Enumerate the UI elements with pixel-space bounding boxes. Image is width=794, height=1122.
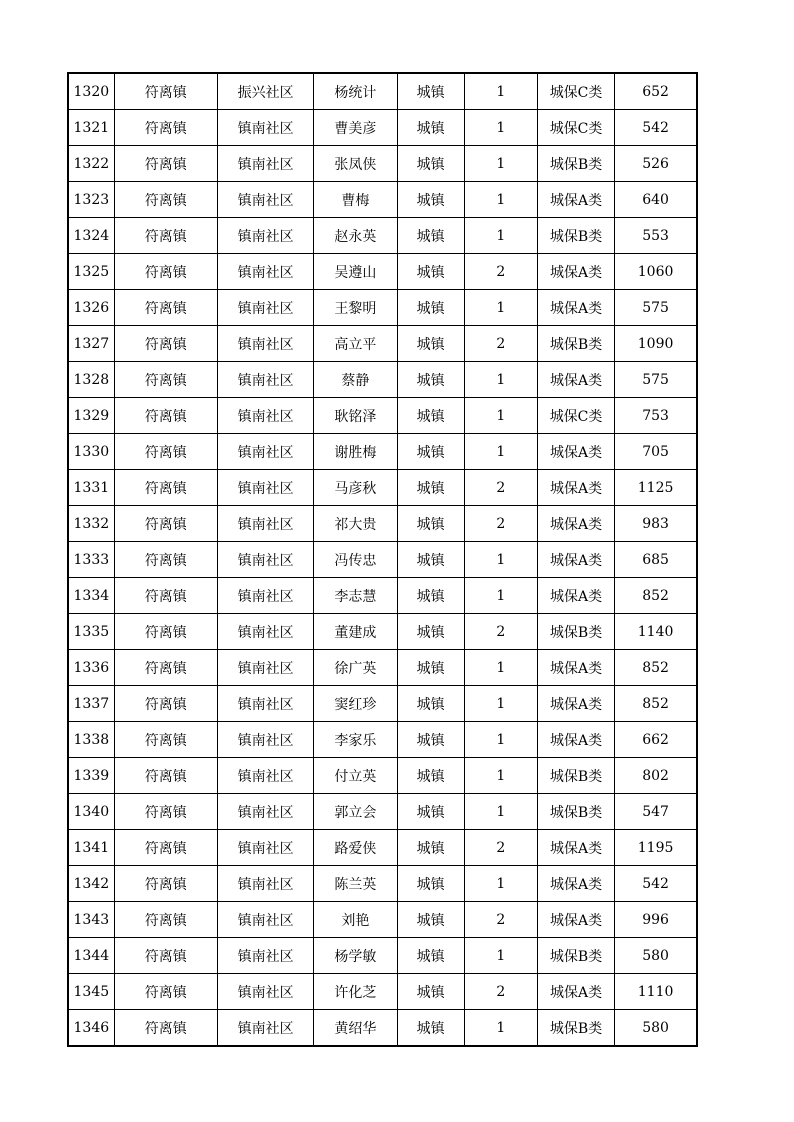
cell-community: 镇南社区: [217, 902, 313, 938]
cell-serial-number: 1333: [68, 542, 114, 578]
cell-town: 符离镇: [114, 938, 217, 974]
cell-community: 镇南社区: [217, 470, 313, 506]
cell-amount: 852: [615, 578, 697, 614]
cell-category: 城保A类: [537, 650, 614, 686]
cell-category: 城保C类: [537, 110, 614, 146]
table-row: [68, 938, 697, 974]
cell-amount: 1090: [615, 326, 697, 362]
cell-household-count: 1: [464, 722, 537, 758]
cell-community: 镇南社区: [217, 506, 313, 542]
cell-community: 镇南社区: [217, 110, 313, 146]
cell-community: 镇南社区: [217, 146, 313, 182]
table-row: [68, 1010, 697, 1047]
cell-amount: 1125: [615, 470, 697, 506]
cell-serial-number: 1345: [68, 974, 114, 1010]
table-row: [68, 614, 697, 650]
cell-category: 城保A类: [537, 686, 614, 722]
table-row: [68, 434, 697, 470]
cell-area-type: 城镇: [397, 290, 464, 326]
table-row: [68, 362, 697, 398]
cell-serial-number: 1339: [68, 758, 114, 794]
cell-town: 符离镇: [114, 254, 217, 290]
cell-community: 镇南社区: [217, 326, 313, 362]
cell-community: 镇南社区: [217, 866, 313, 902]
cell-area-type: 城镇: [397, 470, 464, 506]
cell-category: 城保A类: [537, 254, 614, 290]
cell-name: 董建成: [314, 614, 397, 650]
cell-town: 符离镇: [114, 362, 217, 398]
cell-town: 符离镇: [114, 650, 217, 686]
cell-household-count: 2: [464, 506, 537, 542]
cell-town: 符离镇: [114, 470, 217, 506]
cell-amount: 526: [615, 146, 697, 182]
cell-name: 陈兰英: [314, 866, 397, 902]
cell-area-type: 城镇: [397, 758, 464, 794]
cell-community: 镇南社区: [217, 614, 313, 650]
cell-area-type: 城镇: [397, 146, 464, 182]
table-row: [68, 902, 697, 938]
cell-household-count: 1: [464, 578, 537, 614]
cell-serial-number: 1329: [68, 398, 114, 434]
cell-amount: 1110: [615, 974, 697, 1010]
cell-name: 耿铭泽: [314, 398, 397, 434]
cell-area-type: 城镇: [397, 794, 464, 830]
cell-household-count: 1: [464, 758, 537, 794]
cell-name: 蔡静: [314, 362, 397, 398]
cell-name: 黄绍华: [314, 1010, 397, 1047]
cell-town: 符离镇: [114, 110, 217, 146]
cell-household-count: 1: [464, 362, 537, 398]
cell-community: 镇南社区: [217, 218, 313, 254]
cell-amount: 542: [615, 866, 697, 902]
cell-area-type: 城镇: [397, 434, 464, 470]
cell-town: 符离镇: [114, 794, 217, 830]
cell-household-count: 1: [464, 182, 537, 218]
cell-household-count: 1: [464, 650, 537, 686]
cell-area-type: 城镇: [397, 1010, 464, 1047]
cell-town: 符离镇: [114, 506, 217, 542]
cell-household-count: 2: [464, 326, 537, 362]
cell-household-count: 2: [464, 470, 537, 506]
cell-amount: 1060: [615, 254, 697, 290]
cell-household-count: 2: [464, 974, 537, 1010]
cell-category: 城保A类: [537, 866, 614, 902]
table-row: [68, 146, 697, 182]
cell-area-type: 城镇: [397, 73, 464, 110]
cell-household-count: 1: [464, 146, 537, 182]
cell-town: 符离镇: [114, 542, 217, 578]
cell-community: 镇南社区: [217, 758, 313, 794]
cell-area-type: 城镇: [397, 650, 464, 686]
cell-household-count: 1: [464, 938, 537, 974]
cell-name: 李志慧: [314, 578, 397, 614]
cell-serial-number: 1344: [68, 938, 114, 974]
cell-household-count: 2: [464, 614, 537, 650]
cell-area-type: 城镇: [397, 218, 464, 254]
cell-name: 窦红珍: [314, 686, 397, 722]
cell-category: 城保A类: [537, 362, 614, 398]
cell-category: 城保B类: [537, 146, 614, 182]
cell-category: 城保B类: [537, 218, 614, 254]
cell-community: 振兴社区: [217, 73, 313, 110]
cell-town: 符离镇: [114, 182, 217, 218]
cell-amount: 705: [615, 434, 697, 470]
cell-town: 符离镇: [114, 758, 217, 794]
cell-town: 符离镇: [114, 722, 217, 758]
cell-area-type: 城镇: [397, 938, 464, 974]
cell-amount: 753: [615, 398, 697, 434]
cell-area-type: 城镇: [397, 830, 464, 866]
cell-amount: 553: [615, 218, 697, 254]
cell-category: 城保A类: [537, 434, 614, 470]
cell-name: 赵永英: [314, 218, 397, 254]
cell-area-type: 城镇: [397, 254, 464, 290]
cell-community: 镇南社区: [217, 686, 313, 722]
cell-community: 镇南社区: [217, 434, 313, 470]
cell-amount: 852: [615, 650, 697, 686]
cell-serial-number: 1320: [68, 73, 114, 110]
cell-name: 付立英: [314, 758, 397, 794]
cell-town: 符离镇: [114, 1010, 217, 1047]
cell-community: 镇南社区: [217, 542, 313, 578]
cell-name: 曹梅: [314, 182, 397, 218]
cell-name: 徐广英: [314, 650, 397, 686]
cell-town: 符离镇: [114, 866, 217, 902]
cell-name: 高立平: [314, 326, 397, 362]
cell-serial-number: 1326: [68, 290, 114, 326]
cell-community: 镇南社区: [217, 578, 313, 614]
cell-community: 镇南社区: [217, 650, 313, 686]
table-row: [68, 290, 697, 326]
cell-name: 马彦秋: [314, 470, 397, 506]
cell-household-count: 1: [464, 218, 537, 254]
cell-name: 王黎明: [314, 290, 397, 326]
cell-area-type: 城镇: [397, 578, 464, 614]
table-body: [68, 73, 697, 1046]
cell-community: 镇南社区: [217, 722, 313, 758]
table-row: [68, 398, 697, 434]
cell-town: 符离镇: [114, 902, 217, 938]
data-table: [67, 72, 698, 1047]
cell-name: 冯传忠: [314, 542, 397, 578]
cell-town: 符离镇: [114, 830, 217, 866]
cell-community: 镇南社区: [217, 362, 313, 398]
cell-amount: 580: [615, 938, 697, 974]
cell-category: 城保A类: [537, 290, 614, 326]
cell-area-type: 城镇: [397, 686, 464, 722]
cell-serial-number: 1325: [68, 254, 114, 290]
cell-household-count: 1: [464, 866, 537, 902]
cell-household-count: 1: [464, 1010, 537, 1047]
table-row: [68, 830, 697, 866]
cell-area-type: 城镇: [397, 722, 464, 758]
table-row: [68, 542, 697, 578]
cell-amount: 1140: [615, 614, 697, 650]
table-row: [68, 866, 697, 902]
cell-category: 城保A类: [537, 902, 614, 938]
cell-amount: 580: [615, 1010, 697, 1047]
cell-household-count: 2: [464, 830, 537, 866]
cell-name: 李家乐: [314, 722, 397, 758]
cell-town: 符离镇: [114, 974, 217, 1010]
cell-amount: 652: [615, 73, 697, 110]
cell-serial-number: 1346: [68, 1010, 114, 1047]
cell-town: 符离镇: [114, 290, 217, 326]
cell-area-type: 城镇: [397, 506, 464, 542]
cell-community: 镇南社区: [217, 1010, 313, 1047]
cell-name: 祁大贵: [314, 506, 397, 542]
cell-serial-number: 1341: [68, 830, 114, 866]
cell-town: 符离镇: [114, 326, 217, 362]
cell-town: 符离镇: [114, 146, 217, 182]
cell-amount: 802: [615, 758, 697, 794]
table-row: [68, 254, 697, 290]
cell-serial-number: 1328: [68, 362, 114, 398]
table-row: [68, 794, 697, 830]
cell-category: 城保C类: [537, 73, 614, 110]
cell-category: 城保A类: [537, 578, 614, 614]
cell-category: 城保A类: [537, 830, 614, 866]
cell-serial-number: 1323: [68, 182, 114, 218]
cell-area-type: 城镇: [397, 326, 464, 362]
cell-community: 镇南社区: [217, 254, 313, 290]
cell-area-type: 城镇: [397, 398, 464, 434]
cell-area-type: 城镇: [397, 542, 464, 578]
cell-community: 镇南社区: [217, 182, 313, 218]
cell-household-count: 1: [464, 434, 537, 470]
cell-category: 城保B类: [537, 794, 614, 830]
cell-area-type: 城镇: [397, 902, 464, 938]
cell-town: 符离镇: [114, 578, 217, 614]
cell-community: 镇南社区: [217, 830, 313, 866]
cell-amount: 1195: [615, 830, 697, 866]
cell-category: 城保A类: [537, 974, 614, 1010]
cell-serial-number: 1330: [68, 434, 114, 470]
cell-serial-number: 1334: [68, 578, 114, 614]
table-row: [68, 758, 697, 794]
table-row: [68, 974, 697, 1010]
cell-area-type: 城镇: [397, 362, 464, 398]
cell-category: 城保B类: [537, 1010, 614, 1047]
table-row: [68, 650, 697, 686]
cell-household-count: 1: [464, 110, 537, 146]
cell-name: 曹美彦: [314, 110, 397, 146]
cell-amount: 662: [615, 722, 697, 758]
table-row: [68, 506, 697, 542]
cell-household-count: 2: [464, 254, 537, 290]
cell-area-type: 城镇: [397, 614, 464, 650]
cell-household-count: 1: [464, 686, 537, 722]
cell-name: 谢胜梅: [314, 434, 397, 470]
cell-amount: 575: [615, 290, 697, 326]
cell-category: 城保B类: [537, 938, 614, 974]
cell-amount: 547: [615, 794, 697, 830]
cell-area-type: 城镇: [397, 110, 464, 146]
table-row: [68, 182, 697, 218]
table-row: [68, 722, 697, 758]
cell-category: 城保B类: [537, 326, 614, 362]
cell-serial-number: 1335: [68, 614, 114, 650]
cell-serial-number: 1340: [68, 794, 114, 830]
cell-town: 符离镇: [114, 686, 217, 722]
cell-amount: 983: [615, 506, 697, 542]
table-row: [68, 326, 697, 362]
table-row: [68, 73, 697, 110]
cell-household-count: 2: [464, 902, 537, 938]
cell-category: 城保A类: [537, 722, 614, 758]
cell-serial-number: 1321: [68, 110, 114, 146]
cell-serial-number: 1322: [68, 146, 114, 182]
cell-name: 张凤侠: [314, 146, 397, 182]
cell-serial-number: 1332: [68, 506, 114, 542]
table-row: [68, 470, 697, 506]
cell-household-count: 1: [464, 290, 537, 326]
cell-area-type: 城镇: [397, 974, 464, 1010]
cell-serial-number: 1337: [68, 686, 114, 722]
cell-amount: 542: [615, 110, 697, 146]
cell-amount: 685: [615, 542, 697, 578]
cell-amount: 996: [615, 902, 697, 938]
table-row: [68, 686, 697, 722]
cell-name: 许化芝: [314, 974, 397, 1010]
cell-community: 镇南社区: [217, 938, 313, 974]
cell-serial-number: 1338: [68, 722, 114, 758]
cell-name: 吴遵山: [314, 254, 397, 290]
cell-household-count: 1: [464, 542, 537, 578]
cell-amount: 640: [615, 182, 697, 218]
cell-name: 郭立会: [314, 794, 397, 830]
table-row: [68, 218, 697, 254]
cell-community: 镇南社区: [217, 290, 313, 326]
cell-amount: 575: [615, 362, 697, 398]
cell-serial-number: 1343: [68, 902, 114, 938]
cell-category: 城保A类: [537, 542, 614, 578]
cell-community: 镇南社区: [217, 398, 313, 434]
cell-community: 镇南社区: [217, 794, 313, 830]
cell-serial-number: 1336: [68, 650, 114, 686]
cell-serial-number: 1342: [68, 866, 114, 902]
cell-name: 杨统计: [314, 73, 397, 110]
cell-serial-number: 1327: [68, 326, 114, 362]
cell-area-type: 城镇: [397, 182, 464, 218]
cell-amount: 852: [615, 686, 697, 722]
cell-category: 城保B类: [537, 614, 614, 650]
table-row: [68, 110, 697, 146]
cell-town: 符离镇: [114, 434, 217, 470]
cell-town: 符离镇: [114, 218, 217, 254]
cell-name: 杨学敏: [314, 938, 397, 974]
cell-category: 城保B类: [537, 758, 614, 794]
cell-name: 刘艳: [314, 902, 397, 938]
cell-serial-number: 1331: [68, 470, 114, 506]
cell-town: 符离镇: [114, 614, 217, 650]
cell-category: 城保A类: [537, 506, 614, 542]
cell-household-count: 1: [464, 398, 537, 434]
cell-town: 符离镇: [114, 398, 217, 434]
cell-serial-number: 1324: [68, 218, 114, 254]
cell-category: 城保A类: [537, 182, 614, 218]
cell-household-count: 1: [464, 73, 537, 110]
cell-category: 城保C类: [537, 398, 614, 434]
cell-town: 符离镇: [114, 73, 217, 110]
cell-household-count: 1: [464, 794, 537, 830]
cell-name: 路爱侠: [314, 830, 397, 866]
cell-area-type: 城镇: [397, 866, 464, 902]
cell-category: 城保A类: [537, 470, 614, 506]
table-row: [68, 578, 697, 614]
cell-community: 镇南社区: [217, 974, 313, 1010]
